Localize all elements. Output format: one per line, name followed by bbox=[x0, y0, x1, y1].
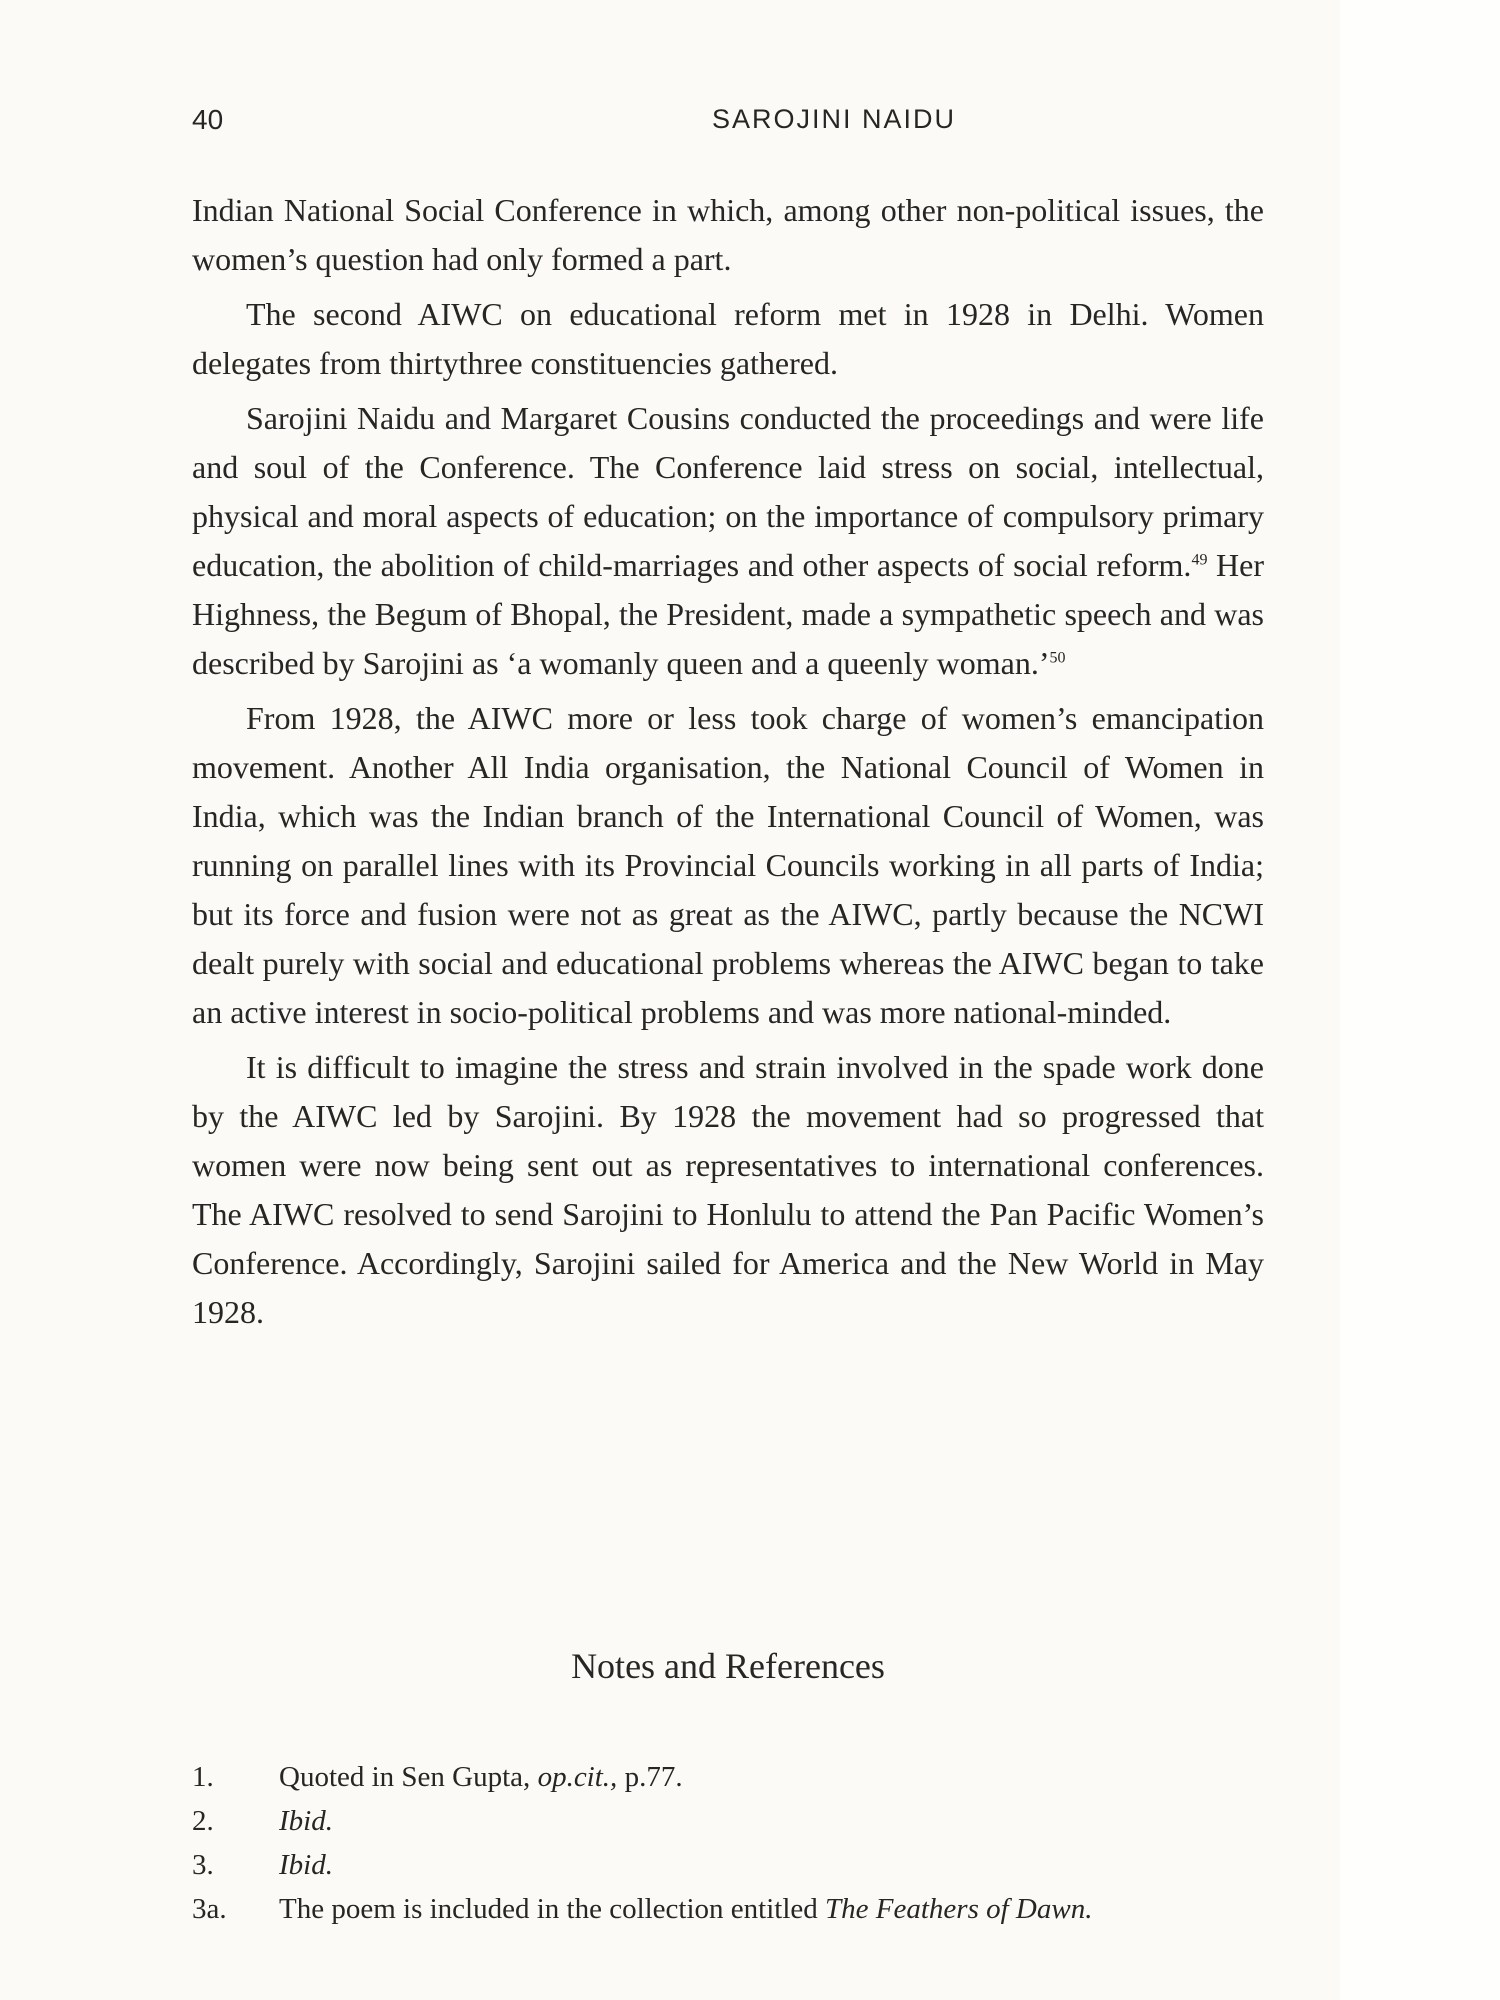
note-number: 2. bbox=[192, 1805, 214, 1837]
paragraph-3-text-b: Her Highness, the Begum of Bhopal, the President, made a sympathetic speech and was described by Sarojini as ‘a womanly queen and a queenly woman.’ bbox=[192, 547, 1265, 681]
paragraph-4: From 1928, the AIWC more or less took charge of women’s emancipation movement. Another All India organisation, the National Council of Women in India, which was the Indian branch of the International Council of Women, was running on parallel lines with its Provincial Councils working in all parts of India; but its force and fusion were not as great as the AIWC, partly because the NCWI dealt purely with social and educational problems whereas the AIWC began to take an active interest in socio-political problems and was more national-minded. bbox=[192, 700, 1264, 1030]
note-italic: Ibid. bbox=[279, 1849, 333, 1881]
paragraph-2: The second AIWC on educational reform met in 1928 in Delhi. Women delegates from thirtythree constituencies gathered. bbox=[192, 296, 1264, 381]
running-title: SAROJINI NAIDU bbox=[712, 104, 957, 134]
note-number: 3a. bbox=[192, 1893, 227, 1925]
footnote-ref-49: 49 bbox=[1191, 551, 1208, 569]
note-text-after: p.77. bbox=[617, 1761, 683, 1793]
note-italic: op.cit., bbox=[537, 1761, 618, 1793]
notes-heading: Notes and References bbox=[571, 1646, 885, 1686]
paragraph-1: Indian National Social Conference in which, among other non-political issues, the women’s question had only formed a part. bbox=[192, 192, 1264, 277]
note-item bbox=[192, 1755, 1264, 1799]
note-item bbox=[192, 1887, 1264, 1931]
paragraph-3-text-a: Sarojini Naidu and Margaret Cousins conducted the proceedings and were life and soul of the Conference. The Conference laid stress on social, intellectual, physical and moral aspects of education; on the importance of compulsory primary education, the abolition of child-marriages and other aspects of social reform. bbox=[192, 400, 1264, 583]
note-text: The poem is included in the collection entitled bbox=[279, 1893, 826, 1925]
footnote-ref-50: 50 bbox=[1049, 649, 1066, 667]
note-text: Quoted in Sen Gupta, bbox=[279, 1761, 538, 1793]
body-text bbox=[192, 186, 1264, 1343]
note-item bbox=[192, 1843, 1264, 1887]
page-number: 40 bbox=[192, 104, 224, 135]
paragraph-5: It is difficult to imagine the stress and strain involved in the spade work done by the AIWC led by Sarojini. By 1928 the movement had so progressed that women were now being sent out as representatives to international conferences. The AIWC resolved to send Sarojini to Honlulu to attend the Pan Pacific Women’s Conference. Accordingly, Sarojini sailed for America and the New World in May 1928. bbox=[192, 1049, 1264, 1330]
notes-list bbox=[192, 1755, 1264, 1931]
note-italic: The Feathers of Dawn. bbox=[825, 1893, 1093, 1925]
note-italic: Ibid. bbox=[279, 1805, 333, 1837]
note-number: 3. bbox=[192, 1849, 214, 1881]
page-header bbox=[192, 104, 1264, 144]
note-number: 1. bbox=[192, 1761, 214, 1793]
paragraph-3 bbox=[192, 394, 1264, 688]
note-item bbox=[192, 1799, 1264, 1843]
